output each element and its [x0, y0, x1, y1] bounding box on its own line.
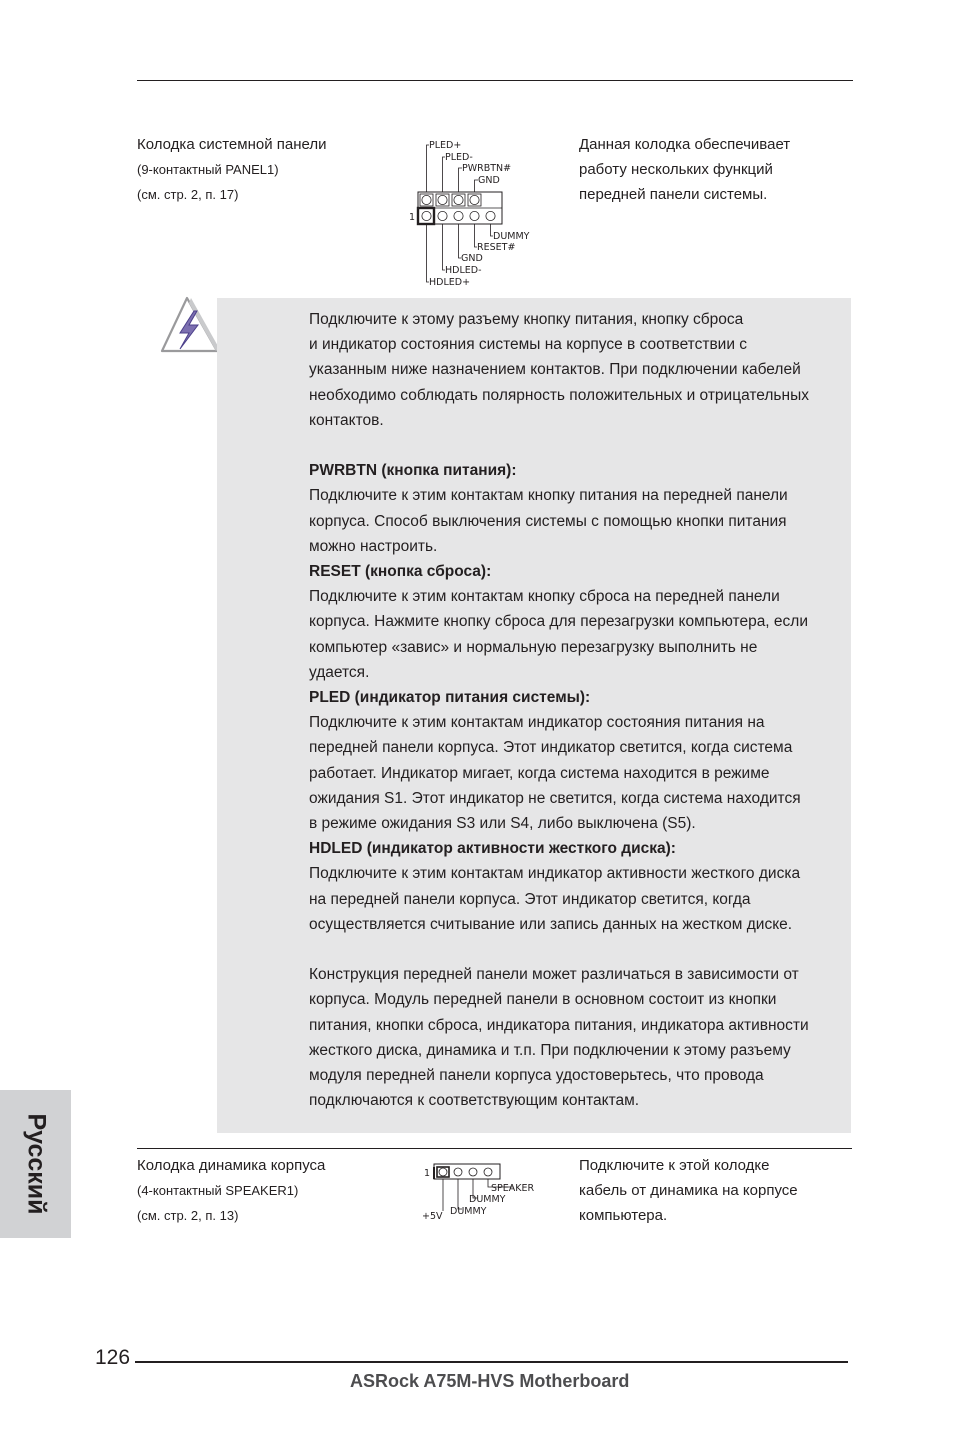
speaker-header-desc-2: кабель от динамика на корпусе	[579, 1182, 798, 1199]
note-outro: Конструкция передней панели может различаться в зависимости от корпуса. Модуль передней панели в основном состоит из кнопки питания, кнопки сброса, индикатора питания, индикатора активности жесткого диска, динамика и т.п. При подключении к этому разъему модуля передней панели корпуса удостоверьтесь, что провода подключаются к соответствующим контактам.	[309, 966, 809, 1110]
pwrbtn-text: Подключите к этим контактам кнопку питания на передней панели корпуса. Способ выключения системы с помощью кнопки питания можно настроить.	[309, 487, 788, 555]
panel-header-desc-3: передней панели системы.	[579, 186, 768, 203]
hdled-text: Подключите к этим контактам индикатор активности жесткого диска на передней панели корпуса. Этот индикатор светится, когда осуществляется считывание или запись данных на жестком диске.	[309, 865, 801, 933]
pin-label-hdled-minus: HDLED-	[445, 265, 482, 276]
page-number: 126	[95, 1346, 131, 1369]
hdled-heading: HDLED (индикатор активности жесткого диска):	[309, 840, 676, 858]
caution-icon	[158, 295, 220, 355]
pin-label-gnd-bottom: GND	[461, 253, 483, 264]
pin-label-gnd-top: GND	[478, 175, 500, 186]
panel1-pin-diagram	[405, 134, 555, 294]
reset-text: Подключите к этим контактам кнопку сброса на передней панели корпуса. Нажмите кнопку сброса для перезагрузки компьютера, если компьютер «завис» и нормальную перезагрузку выполнить не удается.	[309, 588, 808, 681]
speaker-header-desc-3: компьютера.	[579, 1207, 668, 1224]
speaker-pin-label-speaker: SPEAKER	[491, 1183, 535, 1194]
pin-label-reset: RESET#	[477, 242, 516, 253]
speaker-header-sub2: (см. стр. 2, п. 13)	[137, 1208, 239, 1223]
panel-header-sub2: (см. стр. 2, п. 17)	[137, 187, 239, 202]
speaker-pin-label-dummy2: DUMMY	[450, 1206, 487, 1217]
note-text	[309, 307, 869, 1113]
panel-header-sub1: (9-контактный PANEL1)	[137, 162, 279, 177]
pin-label-pled-plus: PLED+	[429, 140, 462, 151]
speaker-pin-label-dummy1: DUMMY	[469, 1194, 506, 1205]
pin-label-hdled-plus: HDLED+	[429, 277, 471, 288]
footer-rule	[135, 1361, 848, 1363]
speaker-pin-label-1: 1	[424, 1168, 431, 1179]
pin-label-pin1: 1	[409, 212, 416, 223]
pin-label-pwrbtn: PWRBTN#	[462, 163, 512, 174]
note-intro: Подключите к этому разъему кнопку питания, кнопку сброса и индикатор состояния системы на корпусе в соответствии с указанным ниже назначением контактов. При подключении кабелей необходимо соблюдать полярность положительных и отрицательных контактов.	[309, 311, 809, 429]
speaker-rule	[137, 1148, 852, 1149]
pin-label-dummy: DUMMY	[493, 231, 530, 242]
speaker-header-sub1: (4-контактный SPEAKER1)	[137, 1183, 299, 1198]
language-side-tab-label: Русский	[22, 1113, 50, 1215]
speaker-header-title: Колодка динамика корпуса	[137, 1157, 326, 1174]
panel-header-desc-2: работу нескольких функций	[579, 161, 773, 178]
speaker1-pin-diagram	[418, 1159, 553, 1223]
reset-heading: RESET (кнопка сброса):	[309, 563, 492, 581]
pled-text: Подключите к этим контактам индикатор состояния питания на передней панели корпуса. Этот индикатор светится, когда система работает. Индикатор мигает, когда система находится в режиме ожидания S1. Этот индикатор не светится, когда система находится в режиме ожидания S3 или S4, либо выключена (S5).	[309, 714, 801, 833]
pin-label-pled-minus: PLED-	[445, 152, 473, 163]
language-side-tab	[0, 1090, 71, 1238]
footer-title: ASRock A75M-HVS Motherboard	[350, 1371, 630, 1391]
speaker-header-desc-1: Подключите к этой колодке	[579, 1157, 770, 1174]
pled-heading: PLED (индикатор питания системы):	[309, 689, 591, 707]
top-rule	[137, 80, 853, 81]
pwrbtn-heading: PWRBTN (кнопка питания):	[309, 462, 517, 480]
speaker-pin-label-5v: +5V	[422, 1211, 443, 1222]
panel-header-desc-1: Данная колодка обеспечивает	[579, 136, 791, 153]
panel-header-title: Колодка системной панели	[137, 136, 327, 153]
